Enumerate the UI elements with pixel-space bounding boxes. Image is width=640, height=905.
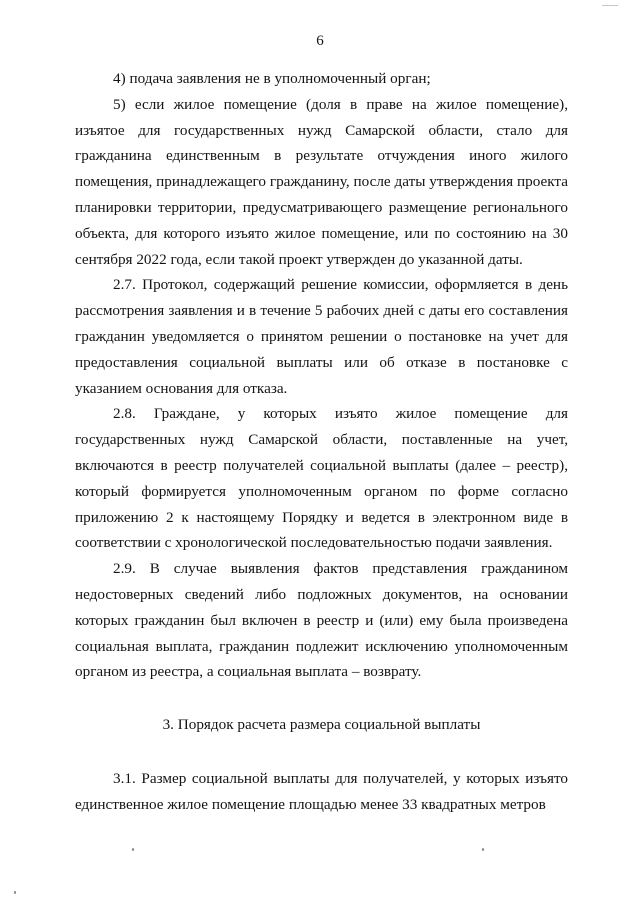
paragraph-2-9: 2.9. В случае выявления фактов представления гражданином недостоверных сведений либо подложных документов, на основании которых гражданин был включен в реестр и (или) ему была произведена социальная выплата, гражданин подлежит исключению уполномоченным органом из реестра, а социальная выплата – возврату.: [75, 560, 568, 681]
page-number: 6: [316, 33, 324, 49]
paragraph-3-1: 3.1. Размер социальной выплаты для получателей, у которых изъято единственное жилое помещение площадью менее 33 квадратных метров: [75, 769, 568, 813]
scan-speck: [482, 848, 484, 851]
document-body: [75, 66, 568, 818]
section-heading: 3. Порядок расчета размера социальной выплаты: [162, 716, 481, 734]
paragraph-item-5: 5) если жилое помещение (доля в праве на жилое помещение), изъятое для государственных нужд Самарской области, стало для гражданина единственным в результате отчуждения иного жилого помещения, принадлежащего гражданину, после даты утверждения проекта планировки территории, предусматривающего размещение регионального объекта, для которого изъято жилое помещение, или по состоянию на 30 сентября 2022 года, если такой проект утвержден до указанной даты.: [75, 95, 568, 268]
scan-mark: [602, 5, 618, 6]
paragraph-item-4: 4) подача заявления не в уполномоченный орган;: [113, 70, 431, 87]
paragraph-2-8: 2.8. Граждане, у которых изъято жилое помещение для государственных нужд Самарской области, поставленные на учет, включаются в реестр получателей социальной выплаты (далее – реестр), который формируется уполномоченным органом по форме согласно приложению 2 к настоящему Порядку и ведется в электронном виде в соответствии с хронологической последовательностью подачи заявления.: [75, 405, 568, 552]
paragraph-2-7: 2.7. Протокол, содержащий решение комиссии, оформляется в день рассмотрения заявления и в течение 5 рабочих дней с даты его составления гражданин уведомляется о принятом решении о постановке на учет для предоставления социальной выплаты или об отказе в постановке с указанием основания для отказа.: [75, 276, 568, 397]
scan-speck: [14, 891, 16, 894]
scan-speck: [132, 848, 134, 851]
